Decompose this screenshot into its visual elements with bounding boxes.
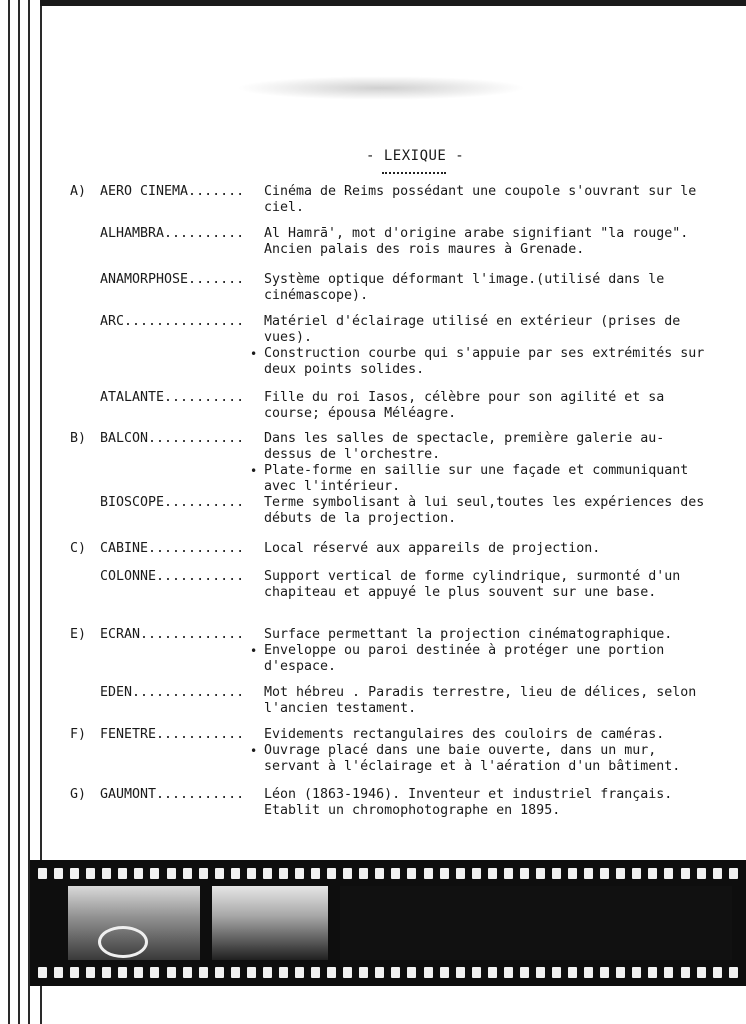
film-perforation [134,967,143,978]
entry-term: ANAMORPHOSE....... [100,272,245,287]
entry-term: ALHAMBRA.......... [100,226,245,241]
entry-definition: Système optique déformant l'image.(utilisé dans le cinémascope). [264,272,673,303]
entry-definition: Surface permettant la projection cinématographique. [264,627,673,642]
film-perforation [375,868,384,879]
film-perforation [279,967,288,978]
page-edge-line [18,0,20,1024]
entry-definition-text: Ouvrage placé dans une baie ouverte, dans un mur, servant à l'éclairage et à l'aération d'un bâtiment. [264,743,681,774]
entry-definition-text: Construction courbe qui s'appuie par ses extrémités sur deux points solides. [264,346,713,377]
entry-definition: Support vertical de forme cylindrique, surmonté d'un chapiteau et appuyé le plus souvent sur une base. [264,569,689,600]
film-perforation [70,967,79,978]
film-perforation [488,967,497,978]
entry-definitions [264,390,712,422]
film-perforation [584,967,593,978]
entry-definition: Léon (1863-1946). Inventeur et industriel français. Etablit un chromophotographe en 1895. [264,787,681,818]
entry-definition: Local réservé aux appareils de projection. [264,541,601,556]
entry-term: GAUMONT........... [100,787,245,802]
film-perforation [327,868,336,879]
entry-definition: Al Hamrā', mot d'origine arabe signifiant "la rouge". Ancien palais des rois maures à Grenade. [264,226,697,257]
entry-letter: C) [70,541,87,556]
entry-letter: F) [70,727,87,742]
entry-letter: B) [70,431,87,446]
bullet-dot: • [250,347,258,361]
film-perforation [584,868,593,879]
film-perforation [488,868,497,879]
film-perforation [199,868,208,879]
entry-definitions [264,495,712,527]
film-perforation [568,967,577,978]
film-perforation [215,868,224,879]
entry-definition: Terme symbolisant à lui seul,toutes les expériences des débuts de la projection. [264,495,713,526]
film-perforation [231,967,240,978]
entry-definition [250,643,712,675]
entry-definitions [264,541,712,557]
entry-definition [250,743,712,775]
film-perforation [134,868,143,879]
film-perforation [648,967,657,978]
entry-definitions [250,627,712,675]
entry-definitions [250,314,713,378]
film-perforation [359,967,368,978]
film-perforation [391,967,400,978]
film-perforation [536,868,545,879]
film-perforation [199,967,208,978]
film-perforation [102,868,111,879]
film-perforation [504,868,513,879]
film-perforation [552,967,561,978]
bullet-dot: • [250,464,258,478]
film-perforation [424,868,433,879]
film-perforation [616,967,625,978]
film-perforation [456,967,465,978]
film-perforation [568,868,577,879]
entry-definition [250,346,713,378]
title-underline [382,172,446,174]
entry-definition-text: Enveloppe ou paroi destinée à protéger une portion d'espace. [264,643,673,674]
film-perforation [729,868,738,879]
film-perforation [102,967,111,978]
film-perforation [681,967,690,978]
scan-smudge [236,76,526,100]
film-perforation [183,967,192,978]
entry-definition: Matériel d'éclairage utilisé en extérieur (prises de vues). [264,314,689,345]
film-perforation [118,967,127,978]
film-perforation [343,868,352,879]
film-perforation [616,868,625,879]
film-perforation [729,967,738,978]
entry-letter: E) [70,627,87,642]
entry-letter: G) [70,787,87,802]
entry-letter: A) [70,184,87,199]
film-perforation [407,868,416,879]
entry-term: COLONNE........... [100,569,245,584]
film-perforation [536,967,545,978]
film-perforation [183,868,192,879]
film-perforation [697,967,706,978]
film-perforation [648,868,657,879]
film-perforation [231,868,240,879]
entry-definitions [264,226,712,258]
entry-definition: Evidements rectangulaires des couloirs de caméras. [264,727,665,742]
page-edge-line [8,0,10,1024]
film-perforation [247,967,256,978]
film-perforation [407,967,416,978]
page-top-edge [40,0,746,6]
entry-definitions [250,727,712,775]
film-perforation [38,868,47,879]
film-perforation [150,967,159,978]
film-perforation [215,967,224,978]
film-perforation [54,967,63,978]
entry-definition-text: Plate-forme en saillie sur une façade et communiquant avec l'intérieur. [264,463,697,494]
entry-term: EDEN.............. [100,685,245,700]
film-reel-shape [98,926,148,958]
film-perforation [520,967,529,978]
film-perforation [391,868,400,879]
film-perforation [359,868,368,879]
film-perforation [440,868,449,879]
film-perforations-bottom [38,967,738,978]
entry-term: ARC............... [100,314,245,329]
entry-definition: Mot hébreu . Paradis terrestre, lieu de délices, selon l'ancien testament. [264,685,705,716]
film-perforation [713,868,722,879]
film-perforation [343,967,352,978]
film-perforation [54,868,63,879]
film-perforation [167,868,176,879]
film-perforation [504,967,513,978]
film-perforation [664,868,673,879]
entry-definitions [264,685,712,717]
entry-definitions [264,272,712,304]
film-perforation [327,967,336,978]
entry-term: CABINE............ [100,541,245,556]
film-perforation [263,967,272,978]
film-perforations-top [38,868,738,879]
film-perforation [472,868,481,879]
film-perforation [295,967,304,978]
entry-term: FENETRE........... [100,727,245,742]
bullet-dot: • [250,744,258,758]
film-perforation [38,967,47,978]
entry-definition: Dans les salles de spectacle, première galerie au-dessus de l'orchestre. [264,431,665,462]
page-title: - LEXIQUE - [366,148,465,164]
film-perforation [375,967,384,978]
film-perforation [600,967,609,978]
entry-definitions [250,431,712,495]
film-frame-dark [340,886,732,960]
film-strip-image [30,860,746,986]
film-perforation [472,967,481,978]
entry-definitions [264,787,712,819]
film-perforation [440,967,449,978]
entry-term: AERO CINEMA....... [100,184,245,199]
film-perforation [632,868,641,879]
entry-definition [250,463,712,495]
entry-definition: Cinéma de Reims possédant une coupole s'ouvrant sur le ciel. [264,184,705,215]
entry-definition: Fille du roi Iasos, célèbre pour son agilité et sa course; épousa Méléagre. [264,390,673,421]
film-perforation [247,868,256,879]
film-perforation [600,868,609,879]
film-perforation [279,868,288,879]
film-perforation [681,868,690,879]
entry-term: BALCON............ [100,431,245,446]
entry-definitions [264,184,712,216]
film-perforation [295,868,304,879]
film-perforation [311,967,320,978]
film-perforation [456,868,465,879]
film-perforation [150,868,159,879]
film-perforation [424,967,433,978]
film-perforation [86,868,95,879]
entry-definitions [264,569,712,601]
film-perforation [632,967,641,978]
film-perforation [263,868,272,879]
film-perforation [167,967,176,978]
film-perforation [70,868,79,879]
film-perforation [520,868,529,879]
film-perforation [311,868,320,879]
film-perforation [697,868,706,879]
film-perforation [713,967,722,978]
film-perforation [552,868,561,879]
entry-term: BIOSCOPE.......... [100,495,245,510]
film-perforation [118,868,127,879]
film-frame-projector [212,886,328,960]
film-perforation [664,967,673,978]
entry-term: ECRAN............. [100,627,245,642]
film-perforation [86,967,95,978]
bullet-dot: • [250,644,258,658]
film-frame-projector [68,886,200,960]
entry-term: ATALANTE.......... [100,390,245,405]
